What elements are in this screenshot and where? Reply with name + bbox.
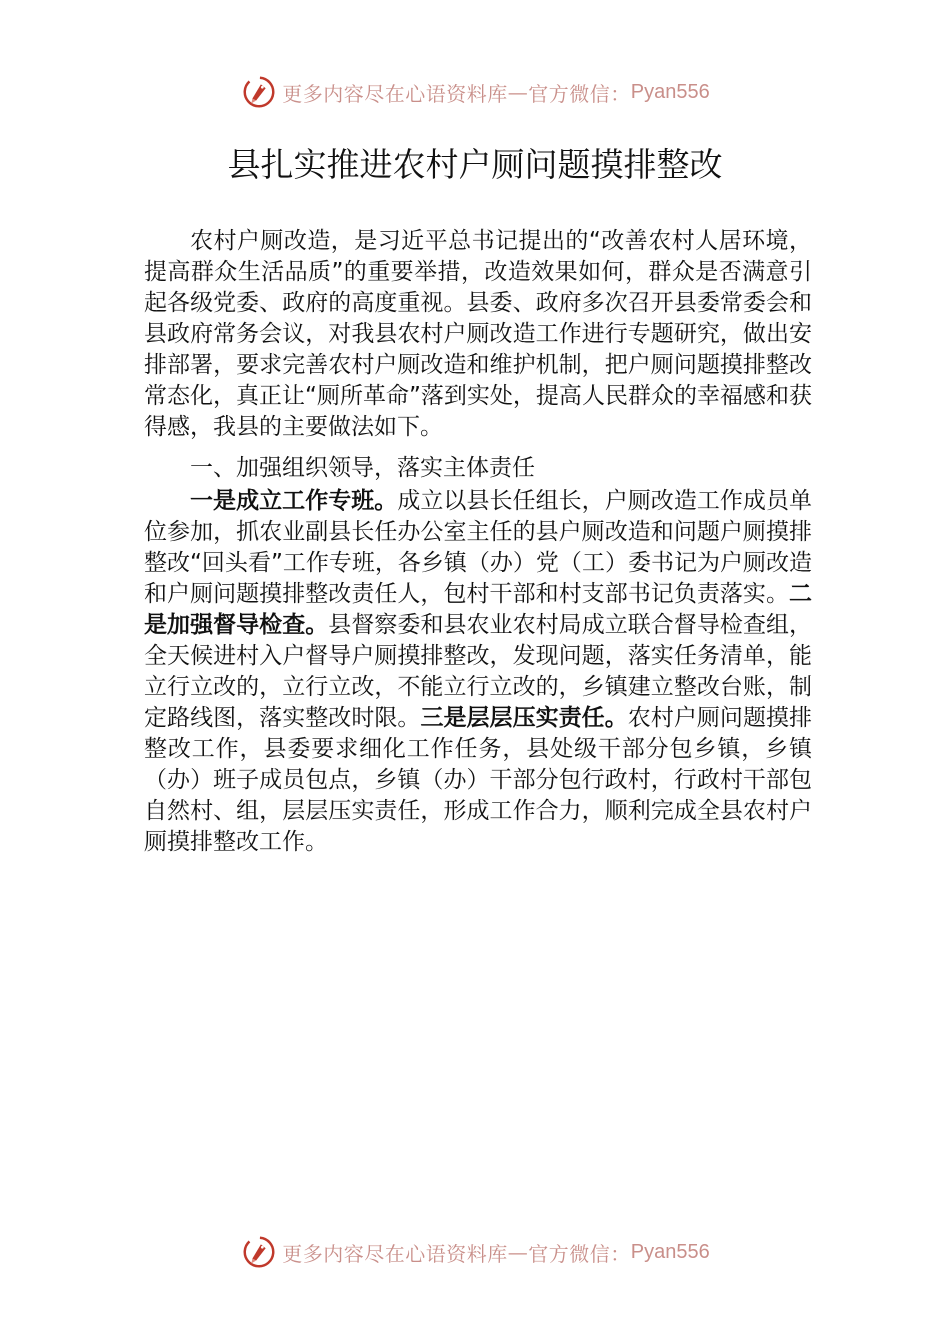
watermark-account-label: 官方微信：: [528, 81, 631, 106]
point-1-text: 成立以县长任组长，户厕改造工作成员单位参加，抓农业副县长任办公室主任的县户厕改造和问题户厕摸排整改“回头看”工作专班，各乡镇（办）党（工）委书记为户厕改造和户厕问题摸排整改责任人，包村干部和村支部书记负责落实。: [144, 488, 813, 607]
watermark-dash: —: [507, 1240, 529, 1264]
watermark-account-id: Pyan556: [630, 80, 710, 103]
watermark-account-id: Pyan556: [630, 1240, 710, 1263]
point-2-text: 县督察委和县农业农村局成立联合督导检查组，全天候进村入户督导户厕摸排整改，发现问题，落实任务清单，能立行立改的，立行立改，不能立行立改的，乡镇建立整改台账，制定路线图，落实整改时限。: [144, 612, 813, 731]
section-paragraph: [144, 486, 812, 858]
intro-paragraph: 农村户厕改造，是习近平总书记提出的“改善农村人居环境，提高群众生活品质”的重要举措，改造效果如何，群众是否满意引起各级党委、政府的高度重视。县委、政府多次召开县委常委会和县政府常务会议，对我县农村户厕改造工作进行专题研究，做出安排部署，要求完善农村户厕改造和维护机制，把户厕问题摸排整改常态化，真正让“厕所革命”落到实处，提高人民群众的幸福感和获得感，我县的主要做法如下。: [144, 228, 812, 440]
pen-nib-circle-icon: [240, 73, 278, 111]
watermark-site-name: 更多内容尽在心语资料库: [282, 81, 508, 106]
document-title: 县扎实推进农村户厕问题摸排整改: [227, 145, 723, 184]
watermark-account-label: 官方微信：: [528, 1241, 631, 1266]
document-body: [144, 226, 812, 858]
watermark-site-name: 更多内容尽在心语资料库: [282, 1241, 508, 1266]
point-3-text: 农村户厕问题摸排整改工作，县委要求细化工作任务，县处级干部分包乡镇，乡镇（办）班子成员包点，乡镇（办）干部分包行政村，行政村干部包自然村、组，层层压实责任，形成工作合力，顺利完成全县农村户厕摸排整改工作。: [144, 705, 813, 855]
watermark-header: [0, 70, 950, 114]
watermark-footer: [0, 1230, 950, 1274]
point-2-title: 二是加强督导检查。: [144, 581, 812, 638]
watermark-dash: —: [507, 80, 529, 104]
pen-nib-circle-icon: [240, 1233, 278, 1271]
point-1-title: 一是成立工作专班。: [190, 488, 398, 514]
section-heading: 一、加强组织领导，落实主体责任: [190, 455, 535, 481]
point-3-title: 三是层层压实责任。: [420, 705, 628, 731]
